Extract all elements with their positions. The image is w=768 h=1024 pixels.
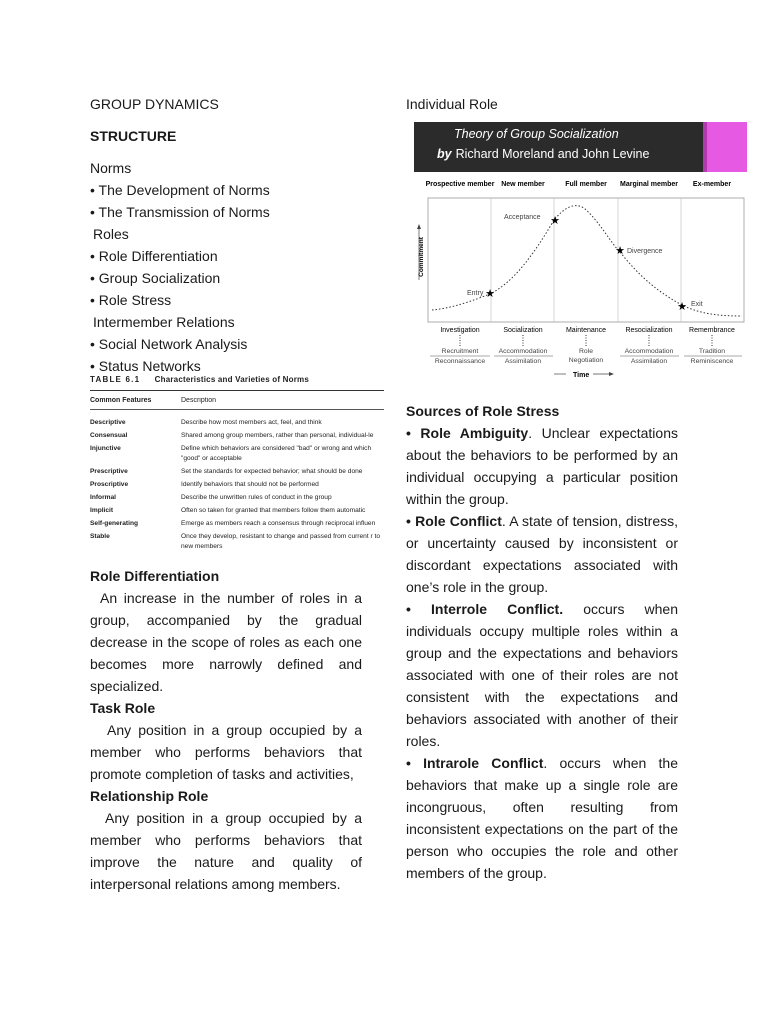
stage-sublabel: Accommodation: [498, 348, 548, 355]
stage-sublabel: Accommodation: [624, 348, 674, 355]
outline-item: • Role Stress: [90, 292, 172, 308]
table-title: Characteristics and Varieties of Norms: [154, 375, 309, 384]
table-cell-feature: Descriptive: [90, 419, 126, 426]
item-term: • Interrole Conflict.: [406, 601, 564, 617]
stage-label: Remembrance: [689, 327, 735, 334]
stage-sublabel: Assimilation: [504, 358, 542, 365]
table-body: [90, 410, 384, 552]
table-row: [90, 418, 384, 428]
phase-label: Full member: [565, 181, 607, 188]
table-row: [90, 532, 384, 552]
figure-authors: Richard Moreland and John Levine: [455, 147, 650, 161]
left-column-top: [90, 93, 362, 377]
time-arrowhead: [609, 372, 614, 376]
table-cell-feature: Injunctive: [90, 445, 121, 452]
phase-label: Marginal member: [620, 181, 678, 188]
right-column-bottom: [406, 400, 678, 884]
intrarole-conflict-item: [406, 752, 678, 884]
table-cell-feature: Stable: [90, 533, 110, 540]
role-diff-text: An increase in the number of roles in a group, accompanied by the gradual decrease in the scope of roles as each one becomes more narrowly defined and specialized.: [90, 590, 362, 694]
table-cell-desc: Once they develop, resistant to change and passed from current r to new members: [181, 533, 381, 550]
figure-authors-line: [437, 147, 649, 161]
table-cell-desc: Emerge as members reach a consensus through reciprocal influen: [181, 520, 376, 527]
stage-label: Maintenance: [565, 327, 607, 334]
figure-by: by: [437, 147, 452, 161]
stage-sublabel: Reminiscence: [690, 358, 734, 365]
role-conflict-item: [406, 510, 678, 598]
table-cell-feature: Proscriptive: [90, 481, 129, 488]
role-stress-title: Sources of Role Stress: [406, 403, 560, 419]
relationship-role-title: Relationship Role: [90, 788, 209, 804]
table-col-features: Common Features: [90, 396, 152, 404]
item-term: • Intrarole Conflict: [406, 755, 544, 771]
table-cell-feature: Prescriptive: [90, 468, 128, 475]
phase-label: Prospective member: [425, 181, 495, 188]
entry-star-icon: ★: [485, 288, 495, 300]
table-header: [90, 391, 384, 409]
table-number: TABLE 6.1: [90, 375, 141, 384]
relationship-role-text: Any position in a group occupied by a member who performs behaviors that improve the nature and quality of interpersonal relations among members.: [90, 810, 362, 892]
table-row: [90, 506, 384, 516]
table-cell-desc: Describe how most members act, feel, and think: [181, 419, 322, 426]
socialization-diagram: [414, 172, 747, 382]
outline-list: [90, 157, 362, 377]
structure-heading: STRUCTURE: [90, 128, 177, 144]
table-row: [90, 431, 384, 441]
stage-label: Socialization: [503, 327, 543, 334]
phase-label: Ex-member: [692, 181, 732, 188]
event-label: Acceptance: [504, 214, 541, 221]
event-label: Divergence: [627, 248, 663, 255]
left-column-bottom: [90, 565, 362, 895]
right-column-top: [406, 93, 678, 115]
stage-sublabel: Recruitment: [441, 348, 479, 355]
outline-item: Norms: [90, 160, 132, 176]
role-diff-title: Role Differentiation: [90, 568, 220, 584]
table-row: [90, 467, 384, 477]
outline-item: Intermember Relations: [93, 314, 235, 330]
table-cell-desc: Shared among group members, rather than personal, individual-le: [181, 432, 374, 439]
phase-label: New member: [501, 181, 545, 188]
doc-heading: GROUP DYNAMICS: [90, 96, 219, 112]
exit-star-icon: ★: [677, 301, 687, 313]
outline-item: • Status Networks: [90, 358, 201, 374]
outline-item: • The Development of Norms: [90, 182, 270, 198]
event-label: Entry: [467, 290, 484, 297]
table-cell-desc: Define which behaviors are considered "bad" or wrong and which "good" or acceptable: [181, 445, 372, 462]
table-row: [90, 493, 384, 503]
event-label: Exit: [691, 301, 703, 308]
table-cell-feature: Consensual: [90, 432, 128, 439]
socialization-figure: [414, 122, 747, 382]
table-row: [90, 519, 384, 529]
stage-sublabel: Negotiation: [568, 357, 604, 364]
norms-table: [90, 375, 384, 565]
interrole-conflict-item: [406, 598, 678, 752]
stage-sublabel: Assimilation: [630, 358, 668, 365]
outline-item: • The Transmission of Norms: [90, 204, 270, 220]
commitment-curve: [432, 206, 742, 316]
table-cell-feature: Informal: [90, 494, 117, 501]
task-role-text: Any position in a group occupied by a member who performs behaviors that promote completion of tasks and activities,: [90, 722, 362, 782]
divergence-star-icon: ★: [615, 245, 625, 257]
figure-accent: [703, 122, 747, 172]
outline-item: Roles: [93, 226, 129, 242]
outline-item: • Group Socialization: [90, 270, 221, 286]
stage-sublabel: Tradition: [698, 348, 726, 355]
table-row: [90, 480, 384, 490]
item-term: • Role Ambiguity: [406, 425, 529, 441]
stage-label: Investigation: [440, 327, 480, 334]
table-cell-desc: Identify behaviors that should not be performed: [181, 481, 319, 488]
item-text: . Unclear expectations about the behaviors to be performed by an individual occupying a particular position within the group.: [406, 425, 678, 507]
figure-banner: [414, 122, 747, 172]
item-text: . occurs when the behaviors that make up a single role are incongruous, often resulting from inconsistent expectations on the part of the person who occupies the role and other members of the group.: [406, 755, 678, 881]
table-col-description: Description: [181, 396, 217, 404]
table-cell-desc: Set the standards for expected behavior; what should be done: [181, 468, 363, 475]
item-text: . A state of tension, distress, or uncertainty caused by inconsistent or discordant expectations associated with one’s role in the group.: [406, 513, 678, 595]
table-cell-desc: Often so taken for granted that members follow them automatic: [181, 507, 366, 514]
item-text: occurs when individuals occupy multiple roles within a group and the expectations and behaviors associated with one of their roles are not consistent with the expectations and behaviors associated with another of their roles.: [406, 601, 679, 749]
task-role-title: Task Role: [90, 700, 156, 716]
table-row: [90, 444, 384, 464]
table-cell-desc: Describe the unwritten rules of conduct in the group: [181, 494, 332, 501]
table-cell-feature: Self-generating: [90, 520, 138, 527]
outline-item: • Role Differentiation: [90, 248, 218, 264]
y-axis-arrowhead: [417, 224, 421, 229]
table-cell-feature: Implicit: [90, 507, 114, 514]
table-caption: [90, 375, 384, 388]
item-term: • Role Conflict: [406, 513, 502, 529]
individual-role-heading: Individual Role: [406, 96, 498, 112]
acceptance-star-icon: ★: [550, 215, 560, 227]
stage-sublabel: Role: [579, 348, 593, 355]
y-axis-label: Commitment: [418, 237, 425, 277]
role-ambiguity-item: [406, 422, 678, 510]
stage-label: Resocialization: [625, 327, 673, 334]
figure-title: Theory of Group Socialization: [454, 127, 619, 141]
stage-sublabel: Reconnaissance: [434, 358, 486, 365]
x-axis-label: Time: [573, 372, 590, 379]
outline-item: • Social Network Analysis: [90, 336, 248, 352]
